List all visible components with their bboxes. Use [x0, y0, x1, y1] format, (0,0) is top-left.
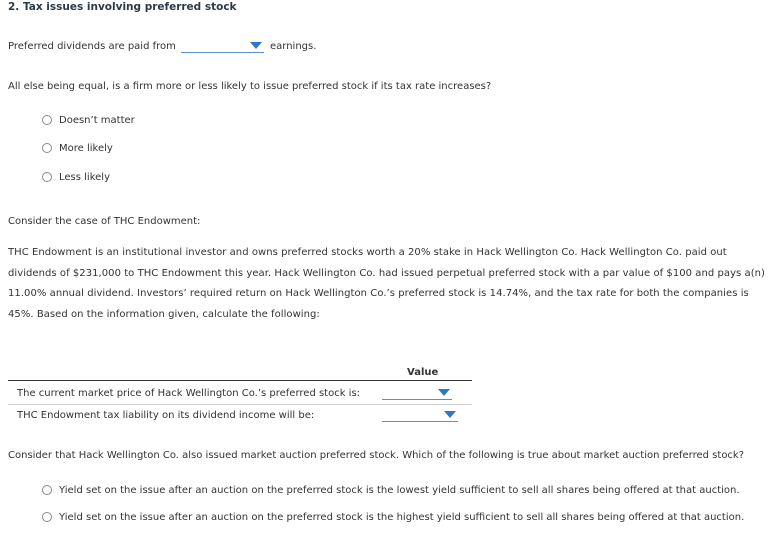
- table-row-label-price: The current market price of Hack Wellington Co.’s preferred stock is:: [17, 388, 361, 399]
- q2-question: All else being equal, is a firm more or less likely to issue preferred stock if its tax rate increases?: [8, 81, 492, 92]
- option-label: Yield set on the issue after an auction on the preferred stock is the highest yield sufficient to sell all shares being offered at that auction.: [59, 512, 745, 523]
- radio-less-likely[interactable]: [42, 172, 52, 182]
- radio-doesnt-matter[interactable]: [42, 115, 52, 125]
- option-label: More likely: [59, 143, 113, 154]
- chevron-down-icon: [444, 411, 456, 418]
- radio-lowest-yield[interactable]: [42, 485, 52, 495]
- option-label: Less likely: [59, 172, 110, 183]
- value-column-header: Value: [407, 367, 439, 378]
- page-title: 2. Tax issues involving preferred stock: [8, 1, 237, 13]
- q1-prefix: Preferred dividends are paid from: [8, 41, 176, 52]
- case-line: 45%. Based on the information given, calculate the following:: [8, 308, 320, 320]
- funding-source-dropdown[interactable]: [181, 38, 264, 53]
- tax-liability-dropdown[interactable]: [382, 407, 458, 422]
- table-row-divider: [8, 404, 472, 405]
- case-line: 11.00% annual dividend. Investors’ required return on Hack Wellington Co.’s preferred stock is 14.74%, and the tax rate for both the companies is: [8, 288, 749, 299]
- chevron-down-icon: [250, 42, 262, 49]
- chevron-down-icon: [438, 389, 450, 396]
- radio-more-likely[interactable]: [42, 143, 52, 153]
- option-label: Doesn’t matter: [59, 115, 135, 126]
- radio-highest-yield[interactable]: [42, 512, 52, 522]
- case-line: dividends of $231,000 to THC Endowment this year. Hack Wellington Co. had issued perpetual preferred stock with a par value of $100 and pays a(n): [8, 267, 765, 279]
- table-header-rule: [8, 380, 472, 381]
- case-description: [8, 243, 768, 325]
- option-label: Yield set on the issue after an auction on the preferred stock is the lowest yield sufficient to sell all shares being offered at that auction.: [59, 485, 740, 496]
- case-intro: Consider the case of THC Endowment:: [8, 216, 201, 227]
- table-row-label-tax: THC Endowment tax liability on its dividend income will be:: [17, 410, 315, 421]
- q1-suffix: earnings.: [270, 41, 317, 52]
- case-line: THC Endowment is an institutional investor and owns preferred stocks worth a 20% stake in Hack Wellington Co. Hack Wellington Co. paid out: [8, 247, 727, 258]
- q3-question: Consider that Hack Wellington Co. also issued market auction preferred stock. Which of the following is true about market auction preferred stock?: [8, 450, 745, 461]
- market-price-dropdown[interactable]: [382, 385, 452, 400]
